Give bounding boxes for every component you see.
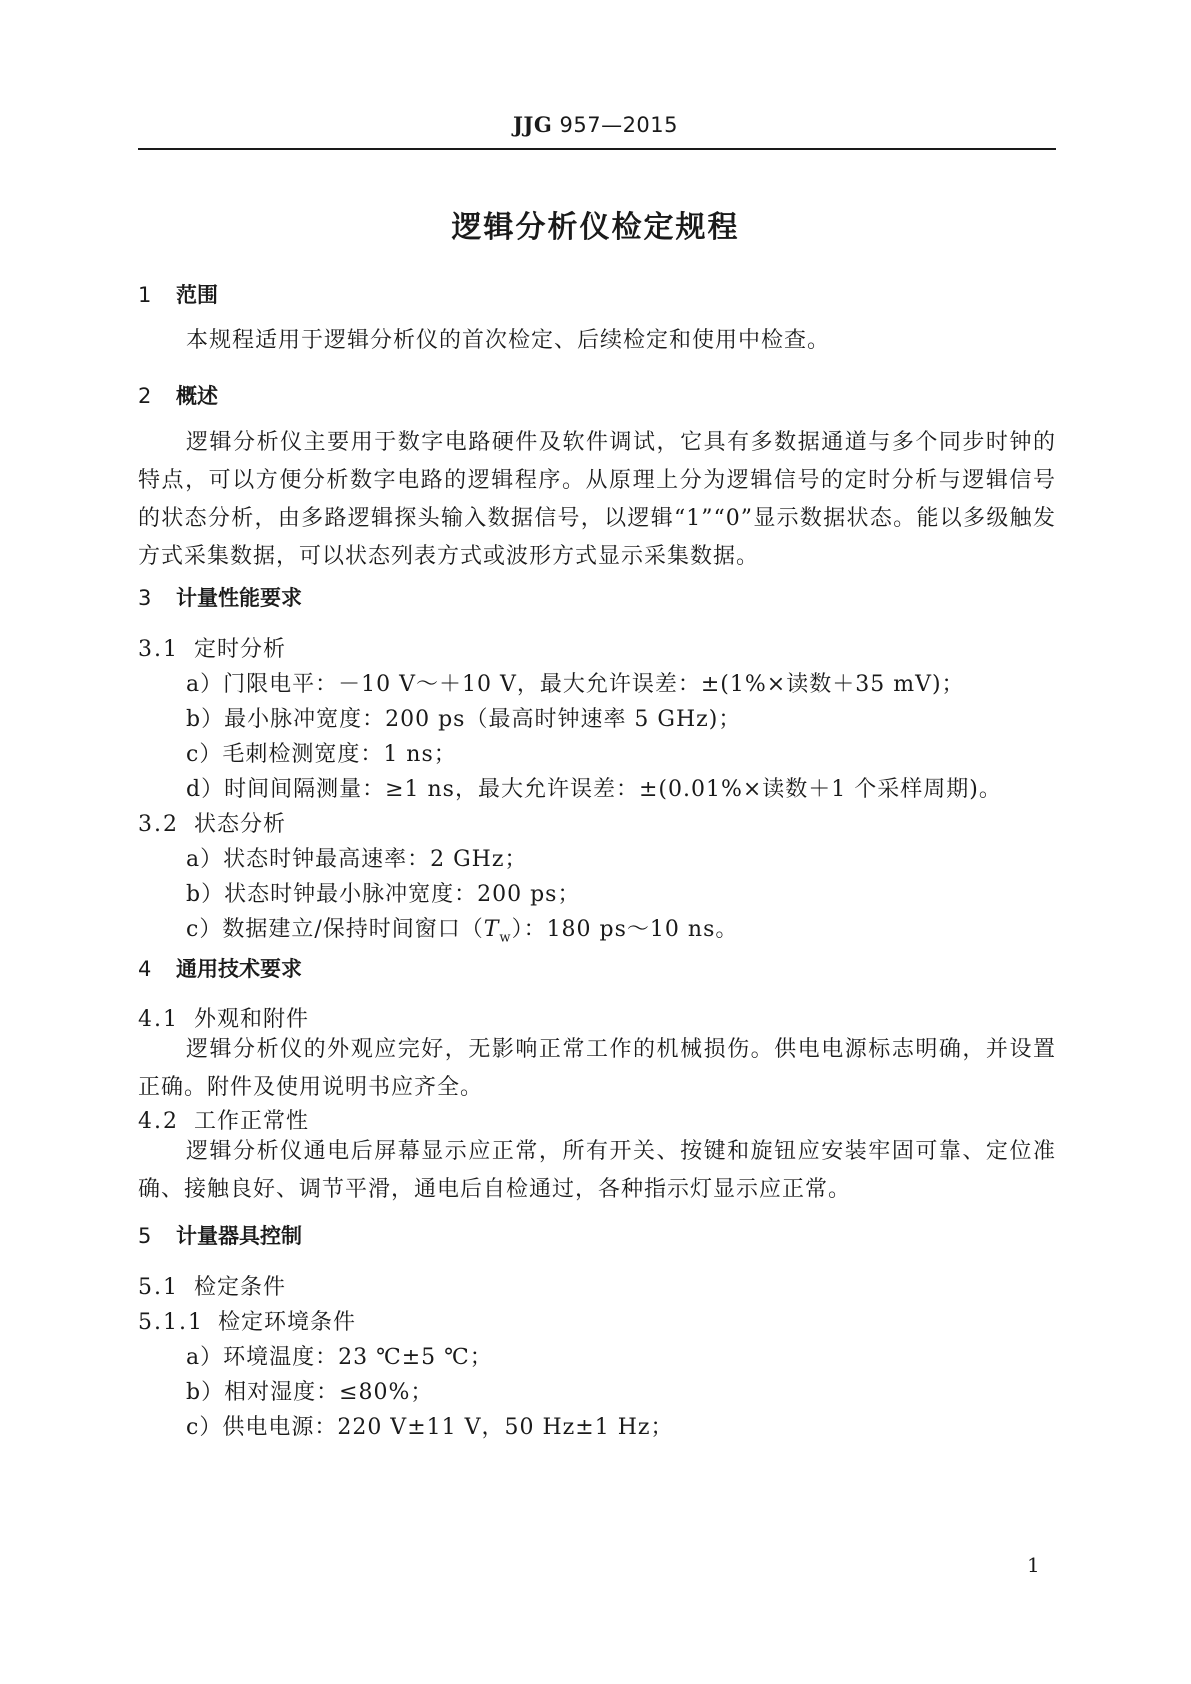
section-number: 5 bbox=[138, 1224, 152, 1248]
header-rule bbox=[138, 148, 1056, 150]
document-title: 逻辑分析仪检定规程 bbox=[451, 210, 740, 245]
subsection-number: 3.2 bbox=[138, 812, 179, 837]
section-1-heading bbox=[138, 279, 218, 309]
standard-code-prefix: JJG bbox=[512, 112, 553, 137]
subsection-5-1-heading bbox=[138, 1270, 286, 1301]
list-item: b）状态时钟最小脉冲宽度：200 ps； bbox=[186, 882, 581, 907]
section-number: 1 bbox=[138, 283, 152, 307]
page-header-code bbox=[0, 112, 1191, 137]
section-title: 计量性能要求 bbox=[176, 586, 302, 610]
section-4-heading bbox=[138, 953, 302, 983]
subsection-title: 检定环境条件 bbox=[218, 1310, 357, 1335]
list-item: a）状态时钟最高速率：2 GHz； bbox=[186, 847, 528, 872]
list-item: b）最小脉冲宽度：200 ps（最高时钟速率 5 GHz)； bbox=[186, 707, 742, 732]
subsection-title: 工作正常性 bbox=[194, 1109, 310, 1134]
section-2-heading bbox=[138, 380, 218, 410]
subsection-title: 定时分析 bbox=[194, 637, 287, 662]
section-2-paragraph: 逻辑分析仪主要用于数字电路硬件及软件调试，它具有多数据通道与多个同步时钟的特点，可以方便分析数字电路的逻辑程序。从原理上分为逻辑信号的定时分析与逻辑信号的状态分析，由多路逻辑探头输入数据信号，以逻辑“1”“0”显示数据状态。能以多级触发方式采集数据，可以状态列表方式或波形方式显示采集数据。 bbox=[138, 430, 1056, 569]
section-1-paragraph: 本规程适用于逻辑分析仪的首次检定、后续检定和使用中检查。 bbox=[186, 328, 831, 353]
standard-code-number: 957—2015 bbox=[559, 113, 679, 137]
subsection-number: 4.2 bbox=[138, 1109, 179, 1134]
subsection-5-1-1-heading bbox=[138, 1305, 356, 1336]
section-number: 4 bbox=[138, 957, 152, 981]
subsection-4-1-heading bbox=[138, 1002, 309, 1033]
section-number: 2 bbox=[138, 384, 152, 408]
subsection-number: 5.1 bbox=[138, 1275, 179, 1300]
subsection-number: 3.1 bbox=[138, 637, 179, 662]
subsection-number: 4.1 bbox=[138, 1007, 179, 1032]
list-item: d）时间间隔测量：≥1 ns，最大允许误差：±(0.01%×读数＋1 个采样周期)。 bbox=[186, 777, 1002, 802]
subsection-3-2-heading bbox=[138, 807, 286, 838]
section-title: 通用技术要求 bbox=[176, 957, 302, 981]
item-text-suffix: ）：180 ps～10 ns。 bbox=[511, 917, 739, 942]
subsection-3-1-heading bbox=[138, 632, 286, 663]
list-item: c）毛刺检测宽度：1 ns； bbox=[186, 742, 457, 767]
subsection-4-2-paragraph: 逻辑分析仪通电后屏幕显示应正常，所有开关、按键和旋钮应安装牢固可靠、定位准确、接触良好、调节平滑，通电后自检通过，各种指示灯显示应正常。 bbox=[138, 1139, 1056, 1202]
section-5-heading bbox=[138, 1220, 302, 1250]
list-item: a）门限电平：－10 V～＋10 V，最大允许误差：±(1%×读数＋35 mV)； bbox=[186, 672, 965, 697]
subsection-4-1-paragraph: 逻辑分析仪的外观应完好，无影响正常工作的机械损伤。供电电源标志明确，并设置正确。附件及使用说明书应齐全。 bbox=[138, 1037, 1056, 1100]
list-item: b）相对湿度：≤80%； bbox=[186, 1380, 434, 1405]
section-3-heading bbox=[138, 582, 302, 612]
list-item bbox=[186, 912, 738, 945]
subsection-title: 状态分析 bbox=[194, 812, 287, 837]
subsection-title: 检定条件 bbox=[194, 1275, 287, 1300]
section-title: 计量器具控制 bbox=[176, 1224, 302, 1248]
window-variable: T bbox=[483, 917, 500, 942]
subsection-4-2-heading bbox=[138, 1104, 309, 1135]
item-text-prefix: c）数据建立/保持时间窗口（ bbox=[186, 917, 484, 942]
subsection-number: 5.1.1 bbox=[138, 1310, 204, 1335]
section-number: 3 bbox=[138, 586, 152, 610]
section-title: 概述 bbox=[176, 384, 218, 408]
window-variable-subscript: w bbox=[499, 930, 512, 946]
page-number: 1 bbox=[1027, 1553, 1040, 1577]
list-item: c）供电电源：220 V±11 V，50 Hz±1 Hz； bbox=[186, 1415, 674, 1440]
list-item: a）环境温度：23 ℃±5 ℃； bbox=[186, 1345, 493, 1370]
subsection-title: 外观和附件 bbox=[194, 1007, 310, 1032]
section-title: 范围 bbox=[176, 283, 218, 307]
